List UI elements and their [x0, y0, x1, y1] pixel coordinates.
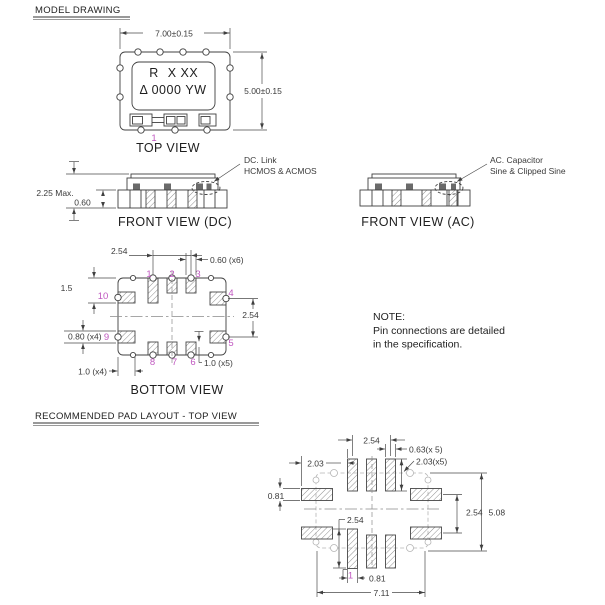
bv-dim-pitch-right — [228, 299, 259, 338]
pin-number-9: 9 — [103, 332, 110, 343]
pad-layout-pads — [302, 459, 442, 569]
bv-dim-pitch-top — [111, 246, 202, 275]
bv-dim-pad-width-label: 0.60 (x6) — [210, 255, 244, 265]
pin-number-4: 4 — [228, 288, 234, 299]
pad-1 — [148, 278, 158, 303]
pl-dim-side-pad-height — [268, 478, 300, 511]
layout-pad-top-left — [348, 459, 358, 491]
ac-callout-line2: Sine & Clipped Sine — [490, 166, 566, 176]
bv-dim-pad1-length-label: 1.5 — [60, 283, 73, 293]
pl-dim-pad-length-label: 2.03(x5) — [416, 456, 448, 467]
pl-dim-left-offset — [289, 449, 355, 486]
pin-number-8: 8 — [149, 357, 156, 368]
pin-number-10: 10 — [97, 291, 109, 302]
layout-pad-left-upper — [302, 489, 333, 501]
ac-callout-leader — [457, 164, 487, 182]
layout-pad-left-lower — [302, 527, 333, 539]
top-view-width-dimension — [120, 28, 230, 49]
dim-standoff-label: 0.60 — [74, 197, 91, 208]
pl-dim-pitch-top — [338, 435, 405, 456]
page-title: MODEL DRAWING — [35, 5, 121, 16]
pl-dim-pad-width-label: 0.63(x 5) — [409, 444, 443, 455]
layout-pad-bottom-mid — [367, 535, 377, 568]
note-line2: in the specification. — [373, 338, 463, 351]
dc-standoff-dimension — [74, 190, 116, 208]
dim-width-label: 7.00±0.15 — [155, 28, 193, 39]
pl-dim-pad-width — [377, 444, 443, 457]
dc-callout-line1: DC. Link — [244, 155, 277, 165]
pl-pin1 — [343, 570, 353, 582]
layout-pad-bottom-right — [386, 535, 396, 568]
marking-code: X XX — [167, 66, 199, 80]
pad-layout-title: RECOMMENDED PAD LAYOUT - TOP VIEW — [35, 411, 238, 422]
layout-pad-1 — [348, 529, 358, 569]
marking-prefix: R — [149, 66, 159, 80]
layout-pad-top-mid — [367, 459, 377, 491]
bv-dim-side-pad-width-label: 0.80 (x4) — [68, 331, 102, 342]
layout-pad-top-right — [386, 459, 396, 491]
dc-callout-leader — [214, 164, 240, 182]
model-drawing-heading — [33, 5, 130, 20]
dim-height-label: 5.00±0.15 — [244, 86, 282, 96]
pad-layout — [268, 435, 506, 598]
note-heading: NOTE: — [373, 311, 406, 323]
pl-dim-side-pad-height-label: 0.81 — [267, 491, 285, 501]
pl-dim-pitch-right — [443, 495, 483, 534]
pin-number-2: 2 — [169, 269, 175, 280]
bv-dim-pad-width — [178, 253, 244, 275]
pl-dim-pad-length — [396, 457, 447, 492]
dc-callout-line2: HCMOS & ACMOS — [244, 166, 317, 176]
layout-pad-right-upper — [411, 489, 442, 501]
pad-layout-heading — [33, 411, 259, 426]
front-view-dc-title: FRONT VIEW (DC) — [117, 215, 233, 229]
bv-dim-side-pad-length — [78, 357, 143, 377]
pin-number-1: 1 — [146, 269, 152, 280]
pl-dim-pad1-length-label: 2.54 — [347, 515, 364, 525]
top-view-title: TOP VIEW — [136, 141, 200, 155]
pl-dim-pad1-width — [339, 569, 386, 584]
pl-dim-pitch-right-label: 2.54 — [466, 507, 483, 518]
dc-height-dimension — [36, 162, 129, 221]
pad-layout-pin1-marker: 1 — [347, 570, 354, 582]
front-view-ac — [360, 155, 566, 229]
note-block — [373, 311, 505, 351]
front-view-dc — [36, 155, 317, 229]
pl-dim-overall-height-label: 5.08 — [488, 507, 506, 518]
bv-dim-side-pad-length-label: 1.0 (x4) — [78, 366, 107, 377]
dc-body — [127, 178, 218, 190]
bv-dim-pad-length-label: 1.0 (x5) — [204, 358, 233, 368]
top-view-height-dimension — [233, 52, 282, 130]
pl-dim-overall-width-label: 7.11 — [373, 588, 390, 598]
pl-dim-left-offset-label: 2.03 — [307, 458, 324, 469]
pin-number-7: 7 — [171, 357, 178, 368]
bv-dim-pitch-top-label: 2.54 — [110, 246, 128, 256]
pl-dim-pitch-top-label: 2.54 — [363, 435, 380, 446]
layout-pad-right-lower — [411, 527, 442, 539]
pl-dim-pad1-width-label: 0.81 — [369, 573, 386, 584]
marking-datecode: Δ 0000 YW — [139, 83, 207, 97]
ac-callout-line1: AC. Capacitor — [490, 155, 543, 165]
note-line1: Pin connections are detailed — [373, 325, 505, 337]
pin-number-6: 6 — [190, 357, 196, 368]
top-view — [117, 28, 282, 155]
front-view-ac-title: FRONT VIEW (AC) — [361, 215, 475, 229]
bottom-view — [61, 246, 259, 397]
dim-max-height-label: 2.25 Max. — [36, 188, 74, 198]
pin-number-5: 5 — [228, 338, 234, 349]
bv-dim-pitch-right-label: 2.54 — [242, 310, 259, 320]
top-view-pin1-marker: 1 — [151, 133, 157, 144]
pin-number-3: 3 — [195, 269, 201, 280]
bottom-view-title: BOTTOM VIEW — [130, 383, 224, 397]
